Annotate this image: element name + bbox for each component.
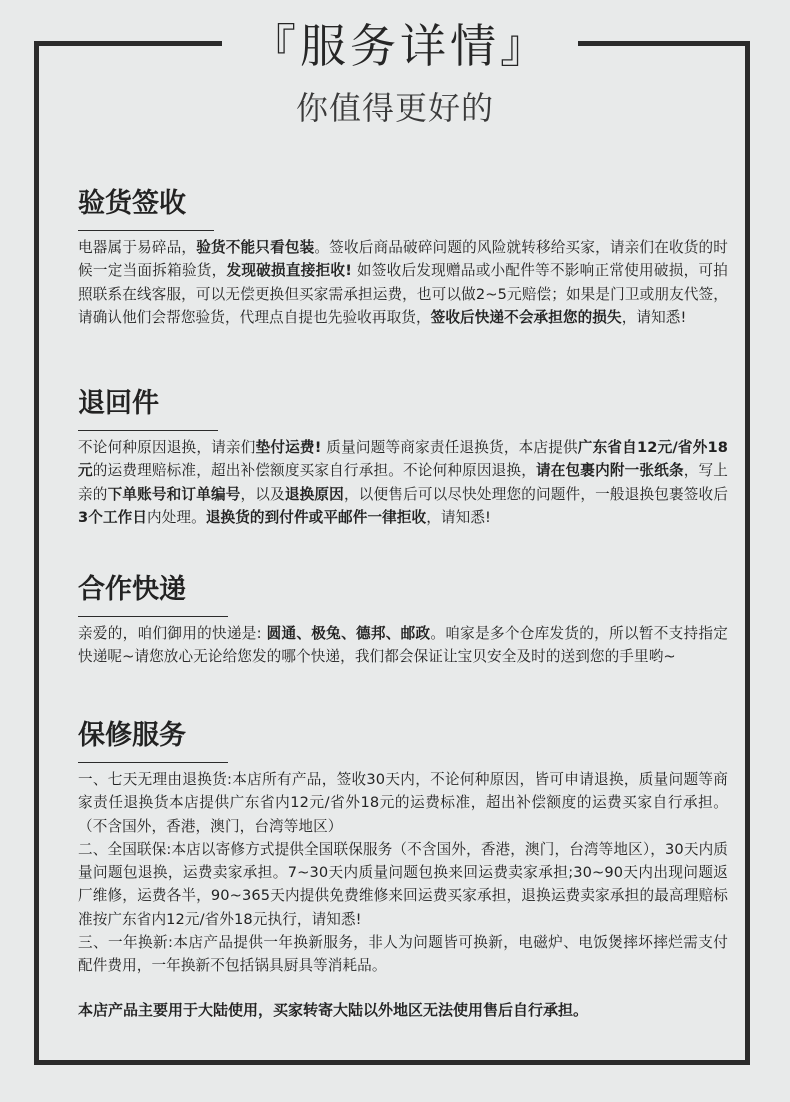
- section-heading: 验货签收: [78, 188, 186, 219]
- body-text: 电器属于易碎品，: [78, 239, 197, 256]
- body-text: 。咱家是多个仓库发货的，所以暂不支持指定快递呢~请您放心无论给您发的哪个快递，我们都会保证让宝贝安全及时的送到您的手里哟~: [78, 625, 728, 666]
- emphasis-text: 3个工作日: [78, 508, 148, 526]
- emphasis-text: 垫付运费!: [255, 439, 322, 456]
- body-text: 亲爱的，咱们御用的快递是:: [78, 625, 267, 642]
- footer-notice: 本店产品主要用于大陆使用，买家转寄大陆以外地区无法使用售后自行承担。: [78, 1001, 589, 1019]
- section-body: [78, 436, 728, 529]
- heading-underline: [78, 230, 214, 231]
- emphasis-text: 退换货的到付件或平邮件一律拒收: [205, 508, 427, 526]
- emphasis-text: 请在包裹内附一张纸条: [535, 462, 684, 480]
- section-heading: 退回件: [78, 388, 159, 419]
- heading-underline: [78, 616, 228, 617]
- body-text: 质量问题等商家责任退换货，本店提供: [321, 439, 578, 456]
- body-text: 一、七天无理由退换货:本店所有产品，签收30天内，不论何种原因，皆可申请退换，质量问题等商家责任退换货本店提供广东省内12元/省外18元的运费标准，超出补偿额度的运费买家自行承担。（不含国外，香港，澳门，台湾等地区）: [78, 771, 728, 835]
- section-couriers: [78, 570, 728, 669]
- body-text: 内处理。: [147, 508, 206, 526]
- body-text: 。签收后商品破碎问题的风险就转移给买家，请亲们在收货的时候一定当面拆箱验货，: [78, 239, 728, 280]
- body-text: ，以便售后可以尽快处理您的问题件，一般退换包裹签收后: [343, 485, 729, 503]
- body-text: ，写上亲的: [78, 462, 728, 503]
- body-text: 三、一年换新:本店产品提供一年换新服务，非人为问题皆可换新，电磁炉、电饭煲摔坏摔烂需支付配件费用，一年换新不包括锅具厨具等消耗品。: [78, 934, 728, 975]
- section-body: [78, 236, 728, 329]
- body-text: ，请知悉!: [426, 508, 491, 526]
- emphasis-text: 验货不能只看包装: [196, 239, 315, 256]
- heading-underline: [78, 762, 228, 763]
- emphasis-text: 圆通、极兔、德邦、邮政: [266, 625, 431, 642]
- section-body: [78, 768, 728, 978]
- section-inspection: [78, 184, 728, 329]
- emphasis-text: 退换原因: [284, 485, 344, 503]
- body-text: 不论何种原因退换，请亲们: [78, 439, 256, 456]
- body-text: 如签收后发现赠品或小配件等不影响正常使用破损，可拍照联系在线客服，可以无偿更换但买家需承担运费，也可以做2~5元赔偿；如果是门卫或朋友代签，请确认他们会帮您验货，代理点自提也先验收再取货，: [78, 262, 728, 326]
- body-text: ，以及: [240, 485, 285, 503]
- body-text: 二、全国联保:本店以寄修方式提供全国联保服务（不含国外，香港，澳门，台湾等地区），30天内质量问题包退换，运费卖家承担。7~30天内质量问题包换来回运费卖家承担;30~90天内出现问题返厂维修，运费各半，90~365天内提供免费维修来回运费买家承担，退换运费卖家承担的最高理赔标准按广东省内12元/省外18元执行，请知悉!: [78, 840, 728, 928]
- emphasis-text: 发现破损直接拒收!: [226, 262, 353, 280]
- section-body: [78, 622, 728, 669]
- emphasis-text: 下单账号和订单编号: [107, 485, 241, 503]
- body-text: ，请知悉!: [621, 308, 687, 326]
- page-title: 『服务详情』: [250, 19, 550, 73]
- section-returns: [78, 384, 728, 529]
- heading-underline: [78, 430, 218, 431]
- page-subtitle: 你值得更好的: [295, 89, 494, 127]
- section-warranty: [78, 716, 728, 978]
- body-text: 的运费理赔标准，超出补偿额度买家自行承担。不论何种原因退换，: [92, 462, 536, 480]
- section-heading: 保修服务: [78, 720, 186, 751]
- emphasis-text: 签收后快递不会承担您的损失: [430, 308, 622, 326]
- section-heading: 合作快递: [78, 574, 186, 605]
- title-block: [222, 0, 578, 90]
- emphasis-text: 广东省自12元/省外18元: [78, 439, 728, 480]
